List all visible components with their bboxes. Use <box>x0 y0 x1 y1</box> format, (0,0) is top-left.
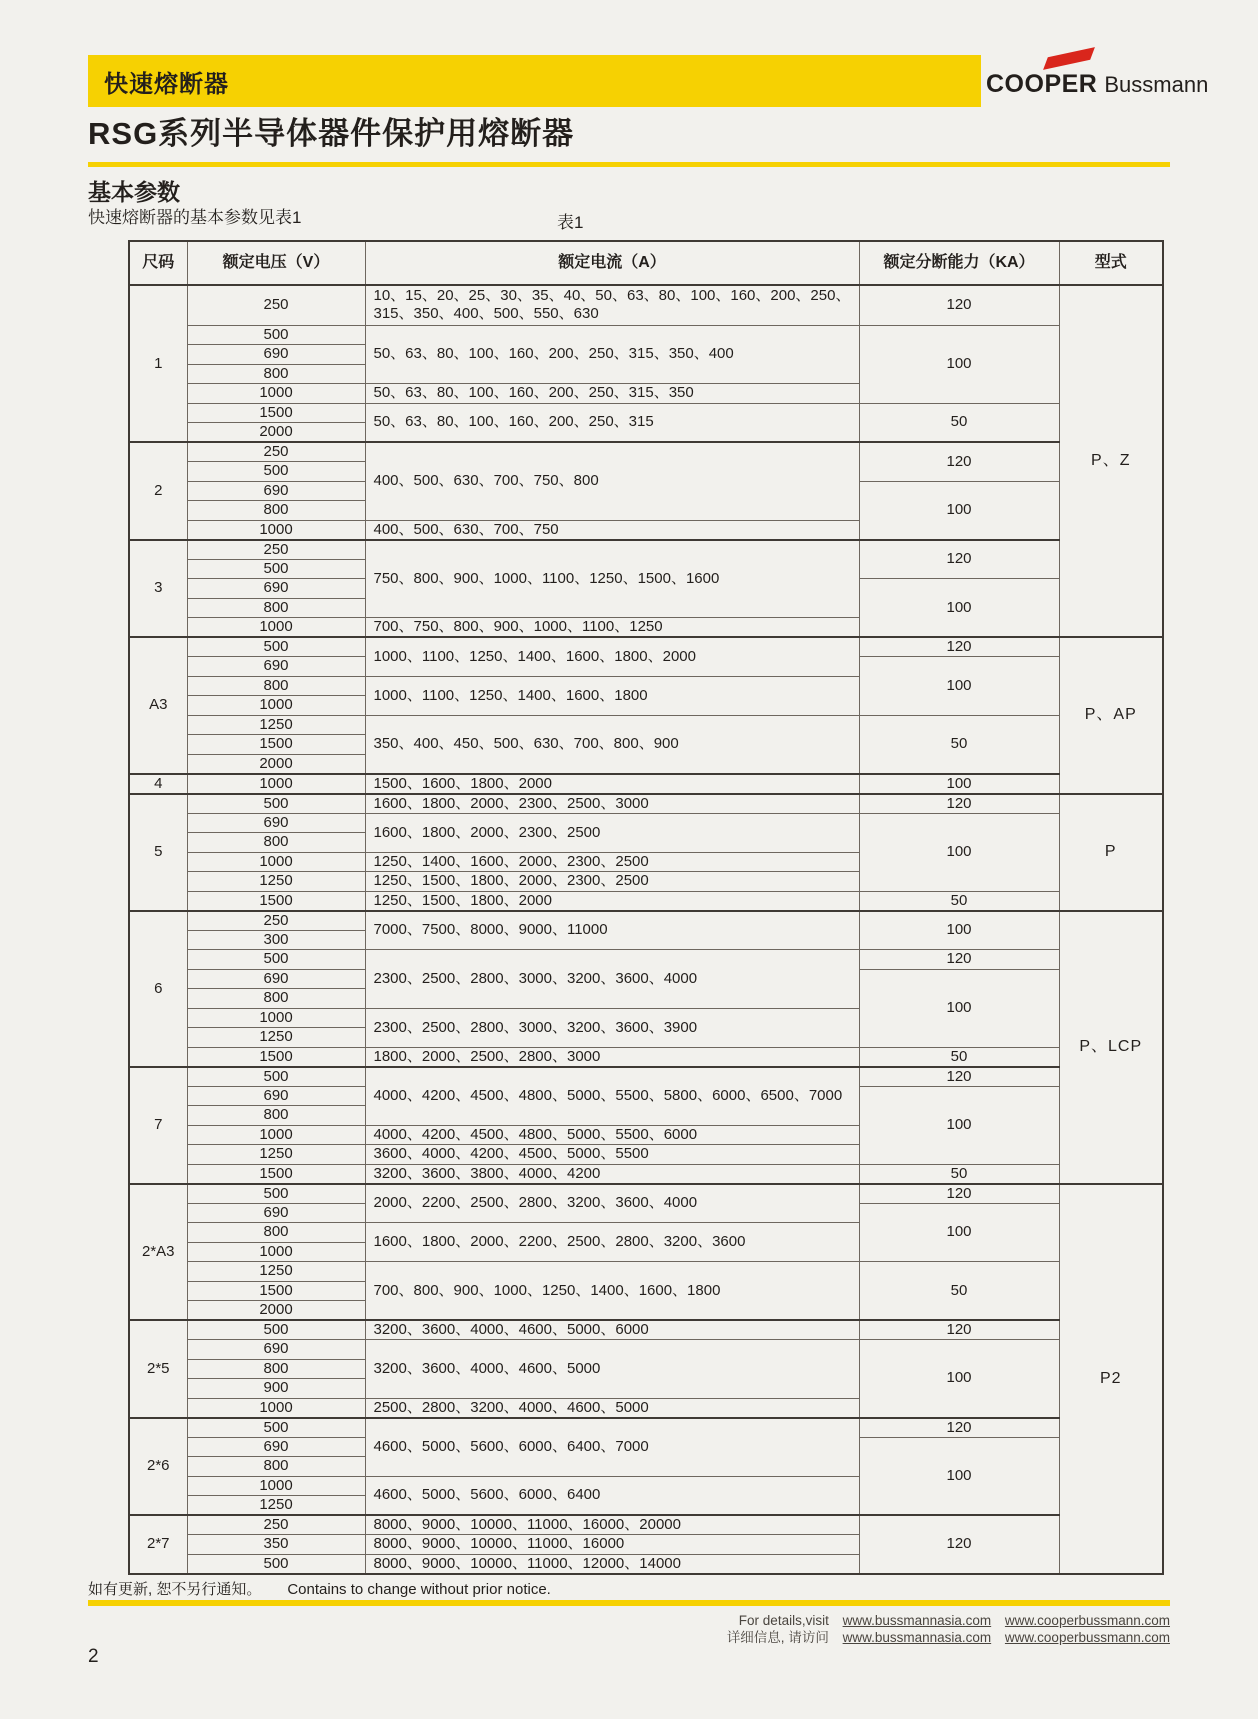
voltage-cell: 800 <box>187 676 365 696</box>
spec-table <box>128 240 1162 1575</box>
voltage-cell: 1250 <box>187 1028 365 1048</box>
current-cell: 700、750、800、900、1000、1100、1250 <box>365 618 859 638</box>
breaking-capacity-cell: 50 <box>859 715 1059 774</box>
voltage-cell: 690 <box>187 1203 365 1223</box>
breaking-capacity-cell: 100 <box>859 1437 1059 1515</box>
table-row <box>129 1184 1163 1204</box>
logo-red-flag-icon <box>1043 47 1095 70</box>
voltage-cell: 800 <box>187 1359 365 1379</box>
breaking-capacity-cell: 120 <box>859 1067 1059 1087</box>
current-cell: 1600、1800、2000、2200、2500、2800、3200、3600 <box>365 1223 859 1262</box>
current-cell: 700、800、900、1000、1250、1400、1600、1800 <box>365 1262 859 1321</box>
yellow-divider-top <box>88 162 1170 167</box>
voltage-cell: 250 <box>187 285 365 325</box>
voltage-cell: 250 <box>187 911 365 931</box>
voltage-cell: 1000 <box>187 696 365 716</box>
header-rated-current: 额定电流（A） <box>365 241 859 285</box>
voltage-cell: 1250 <box>187 1262 365 1282</box>
link-cooperbussmann[interactable]: www.cooperbussmann.com <box>1004 1613 1170 1628</box>
table-caption: 表1 <box>557 213 584 232</box>
table-row <box>129 403 1163 423</box>
current-cell: 4600、5000、5600、6000、6400、7000 <box>365 1418 859 1477</box>
voltage-cell: 1250 <box>187 715 365 735</box>
current-cell: 750、800、900、1000、1100、1250、1500、1600 <box>365 540 859 618</box>
voltage-cell: 350 <box>187 1535 365 1555</box>
voltage-cell: 500 <box>187 325 365 345</box>
current-cell: 1250、1400、1600、2000、2300、2500 <box>365 852 859 872</box>
size-cell: 2*7 <box>129 1515 187 1574</box>
size-cell: 2*5 <box>129 1320 187 1418</box>
current-cell: 3200、3600、4000、4600、5000、6000 <box>365 1320 859 1340</box>
footer-note-zh: 如有更新, 恕不另行通知。 <box>88 1581 262 1598</box>
table-row <box>129 794 1163 814</box>
voltage-cell: 1000 <box>187 1242 365 1262</box>
breaking-capacity-cell: 100 <box>859 813 1059 891</box>
size-cell: 3 <box>129 540 187 638</box>
voltage-cell: 900 <box>187 1379 365 1399</box>
size-cell: 4 <box>129 774 187 794</box>
voltage-cell: 1500 <box>187 891 365 911</box>
table-row <box>129 774 1163 794</box>
current-cell: 1250、1500、1800、2000、2300、2500 <box>365 872 859 892</box>
voltage-cell: 690 <box>187 1086 365 1106</box>
voltage-cell: 690 <box>187 345 365 365</box>
footer-note <box>88 1578 551 1599</box>
voltage-cell: 1000 <box>187 618 365 638</box>
voltage-cell: 800 <box>187 501 365 521</box>
voltage-cell: 1000 <box>187 520 365 540</box>
voltage-cell: 1500 <box>187 403 365 423</box>
size-cell: 2*A3 <box>129 1184 187 1321</box>
breaking-capacity-cell: 100 <box>859 579 1059 638</box>
voltage-cell: 800 <box>187 1106 365 1126</box>
current-cell: 350、400、450、500、630、700、800、900 <box>365 715 859 774</box>
header-breaking-capacity: 额定分断能力（KA） <box>859 241 1059 285</box>
table-row <box>129 1067 1163 1087</box>
breaking-capacity-cell: 50 <box>859 1262 1059 1321</box>
header-banner <box>88 55 981 107</box>
current-cell: 1800、2000、2500、2800、3000 <box>365 1047 859 1067</box>
table-row <box>129 1515 1163 1535</box>
table-row <box>129 813 1163 833</box>
current-cell: 2300、2500、2800、3000、3200、3600、3900 <box>365 1008 859 1047</box>
breaking-capacity-cell: 50 <box>859 891 1059 911</box>
table-row <box>129 1320 1163 1340</box>
table-row <box>129 950 1163 970</box>
header-rated-voltage: 额定电压（V） <box>187 241 365 285</box>
link-bussmannasia-zh[interactable]: www.bussmannasia.com <box>842 1630 992 1645</box>
footer-links-zh-prefix: 详细信息, 请访问 <box>726 1630 829 1645</box>
current-cell: 4600、5000、5600、6000、6400 <box>365 1476 859 1515</box>
current-cell: 2300、2500、2800、3000、3200、3600、4000 <box>365 950 859 1009</box>
section-heading: 基本参数 <box>88 179 180 205</box>
voltage-cell: 1250 <box>187 1145 365 1165</box>
current-cell: 4000、4200、4500、4800、5000、5500、5800、6000、6500、7000 <box>365 1067 859 1126</box>
type-cell: P、LCP <box>1059 911 1163 1184</box>
yellow-divider-bottom <box>88 1600 1170 1606</box>
breaking-capacity-cell: 100 <box>859 1086 1059 1164</box>
link-bussmannasia[interactable]: www.bussmannasia.com <box>842 1613 992 1628</box>
voltage-cell: 800 <box>187 364 365 384</box>
voltage-cell: 500 <box>187 794 365 814</box>
voltage-cell: 500 <box>187 637 365 657</box>
section-note: 快速熔断器的基本参数见表1 <box>88 208 302 227</box>
logo-cooper-text: COOPER <box>986 70 1098 98</box>
current-cell: 3200、3600、4000、4600、5000 <box>365 1340 859 1399</box>
table-row <box>129 1047 1163 1067</box>
table-row <box>129 637 1163 657</box>
breaking-capacity-cell: 100 <box>859 911 1059 950</box>
current-cell: 3200、3600、3800、4000、4200 <box>365 1164 859 1184</box>
breaking-capacity-cell: 100 <box>859 1203 1059 1262</box>
current-cell: 2500、2800、3200、4000、4600、5000 <box>365 1398 859 1418</box>
size-cell: A3 <box>129 637 187 774</box>
voltage-cell: 800 <box>187 833 365 853</box>
voltage-cell: 800 <box>187 989 365 1009</box>
voltage-cell: 1500 <box>187 735 365 755</box>
voltage-cell: 500 <box>187 1418 365 1438</box>
breaking-capacity-cell: 100 <box>859 774 1059 794</box>
voltage-cell: 1000 <box>187 1398 365 1418</box>
table-row <box>129 442 1163 462</box>
voltage-cell: 1000 <box>187 1008 365 1028</box>
cooper-bussmann-logo <box>986 48 1209 108</box>
header-size: 尺码 <box>129 241 187 285</box>
footer-links-en <box>0 1612 1170 1629</box>
breaking-capacity-cell: 50 <box>859 1047 1059 1067</box>
table-row <box>129 715 1163 735</box>
voltage-cell: 1000 <box>187 774 365 794</box>
breaking-capacity-cell: 100 <box>859 1340 1059 1418</box>
table-row <box>129 1340 1163 1360</box>
table-row <box>129 540 1163 560</box>
current-cell: 8000、9000、10000、11000、12000、14000 <box>365 1554 859 1574</box>
table-row <box>129 325 1163 345</box>
voltage-cell: 690 <box>187 1340 365 1360</box>
banner-label: 快速熔断器 <box>104 70 229 98</box>
current-cell: 1600、1800、2000、2300、2500 <box>365 813 859 852</box>
size-cell: 5 <box>129 794 187 911</box>
voltage-cell: 500 <box>187 950 365 970</box>
voltage-cell: 500 <box>187 559 365 579</box>
voltage-cell: 1000 <box>187 1476 365 1496</box>
current-cell: 50、63、80、100、160、200、250、315 <box>365 403 859 442</box>
size-cell: 6 <box>129 911 187 1067</box>
current-cell: 1000、1100、1250、1400、1600、1800、2000 <box>365 637 859 676</box>
table-row <box>129 1262 1163 1282</box>
voltage-cell: 2000 <box>187 754 365 774</box>
voltage-cell: 500 <box>187 1184 365 1204</box>
footer-links-en-prefix: For details,visit <box>738 1613 829 1628</box>
current-cell: 7000、7500、8000、9000、11000 <box>365 911 859 950</box>
breaking-capacity-cell: 120 <box>859 540 1059 579</box>
link-cooperbussmann-zh[interactable]: www.cooperbussmann.com <box>1004 1630 1170 1645</box>
table-row <box>129 1164 1163 1184</box>
breaking-capacity-cell: 120 <box>859 285 1059 325</box>
breaking-capacity-cell: 120 <box>859 1320 1059 1340</box>
current-cell: 8000、9000、10000、11000、16000、20000 <box>365 1515 859 1535</box>
breaking-capacity-cell: 50 <box>859 1164 1059 1184</box>
voltage-cell: 800 <box>187 1223 365 1243</box>
breaking-capacity-cell: 120 <box>859 1515 1059 1574</box>
basic-parameters-table <box>128 240 1164 1575</box>
current-cell: 8000、9000、10000、11000、16000 <box>365 1535 859 1555</box>
breaking-capacity-cell: 100 <box>859 481 1059 540</box>
voltage-cell: 1250 <box>187 872 365 892</box>
current-cell: 50、63、80、100、160、200、250、315、350、400 <box>365 325 859 384</box>
type-cell: P2 <box>1059 1184 1163 1574</box>
header-type: 型式 <box>1059 241 1163 285</box>
current-cell: 1600、1800、2000、2300、2500、3000 <box>365 794 859 814</box>
breaking-capacity-cell: 120 <box>859 637 1059 657</box>
voltage-cell: 250 <box>187 442 365 462</box>
table-row <box>129 891 1163 911</box>
voltage-cell: 1500 <box>187 1164 365 1184</box>
footer-links <box>0 1612 1170 1646</box>
voltage-cell: 690 <box>187 657 365 677</box>
breaking-capacity-cell: 120 <box>859 1184 1059 1204</box>
spec-table-body <box>129 285 1163 1574</box>
breaking-capacity-cell: 120 <box>859 1418 1059 1438</box>
current-cell: 1500、1600、1800、2000 <box>365 774 859 794</box>
voltage-cell: 800 <box>187 1457 365 1477</box>
type-cell: P、AP <box>1059 637 1163 794</box>
voltage-cell: 500 <box>187 1320 365 1340</box>
breaking-capacity-cell: 120 <box>859 442 1059 481</box>
voltage-cell: 1000 <box>187 384 365 404</box>
current-cell: 1250、1500、1800、2000 <box>365 891 859 911</box>
voltage-cell: 1500 <box>187 1281 365 1301</box>
current-cell: 400、500、630、700、750 <box>365 520 859 540</box>
voltage-cell: 2000 <box>187 423 365 443</box>
page-number: 2 <box>88 1646 99 1667</box>
voltage-cell: 500 <box>187 1067 365 1087</box>
size-cell: 1 <box>129 285 187 442</box>
breaking-capacity-cell: 50 <box>859 403 1059 442</box>
voltage-cell: 690 <box>187 481 365 501</box>
voltage-cell: 500 <box>187 1554 365 1574</box>
breaking-capacity-cell: 120 <box>859 794 1059 814</box>
current-cell: 400、500、630、700、750、800 <box>365 442 859 520</box>
type-cell: P <box>1059 794 1163 911</box>
voltage-cell: 1000 <box>187 1125 365 1145</box>
current-cell: 2000、2200、2500、2800、3200、3600、4000 <box>365 1184 859 1223</box>
footer-links-zh <box>0 1629 1170 1646</box>
voltage-cell: 1500 <box>187 1047 365 1067</box>
table-row <box>129 1418 1163 1438</box>
size-cell: 2 <box>129 442 187 540</box>
type-cell: P、Z <box>1059 285 1163 637</box>
voltage-cell: 800 <box>187 598 365 618</box>
voltage-cell: 690 <box>187 969 365 989</box>
breaking-capacity-cell: 100 <box>859 969 1059 1047</box>
table-header-row <box>129 241 1163 285</box>
table-row <box>129 285 1163 325</box>
breaking-capacity-cell: 120 <box>859 950 1059 970</box>
voltage-cell: 690 <box>187 1437 365 1457</box>
table-row <box>129 911 1163 931</box>
voltage-cell: 1250 <box>187 1496 365 1516</box>
footer-note-en: Contains to change without prior notice. <box>287 1581 551 1598</box>
page-title: RSG系列半导体器件保护用熔断器 <box>88 116 575 151</box>
voltage-cell: 2000 <box>187 1301 365 1321</box>
breaking-capacity-cell: 100 <box>859 325 1059 403</box>
current-cell: 4000、4200、4500、4800、5000、5500、6000 <box>365 1125 859 1145</box>
size-cell: 2*6 <box>129 1418 187 1516</box>
size-cell: 7 <box>129 1067 187 1184</box>
voltage-cell: 250 <box>187 1515 365 1535</box>
voltage-cell: 1000 <box>187 852 365 872</box>
voltage-cell: 500 <box>187 462 365 482</box>
voltage-cell: 690 <box>187 579 365 599</box>
voltage-cell: 300 <box>187 930 365 950</box>
voltage-cell: 690 <box>187 813 365 833</box>
current-cell: 10、15、20、25、30、35、40、50、63、80、100、160、200、250、315、350、400、500、550、630 <box>365 285 859 325</box>
breaking-capacity-cell: 100 <box>859 657 1059 716</box>
voltage-cell: 250 <box>187 540 365 560</box>
current-cell: 1000、1100、1250、1400、1600、1800 <box>365 676 859 715</box>
current-cell: 3600、4000、4200、4500、5000、5500 <box>365 1145 859 1165</box>
logo-bussmann-text: Bussmann <box>1104 72 1209 97</box>
current-cell: 50、63、80、100、160、200、250、315、350 <box>365 384 859 404</box>
